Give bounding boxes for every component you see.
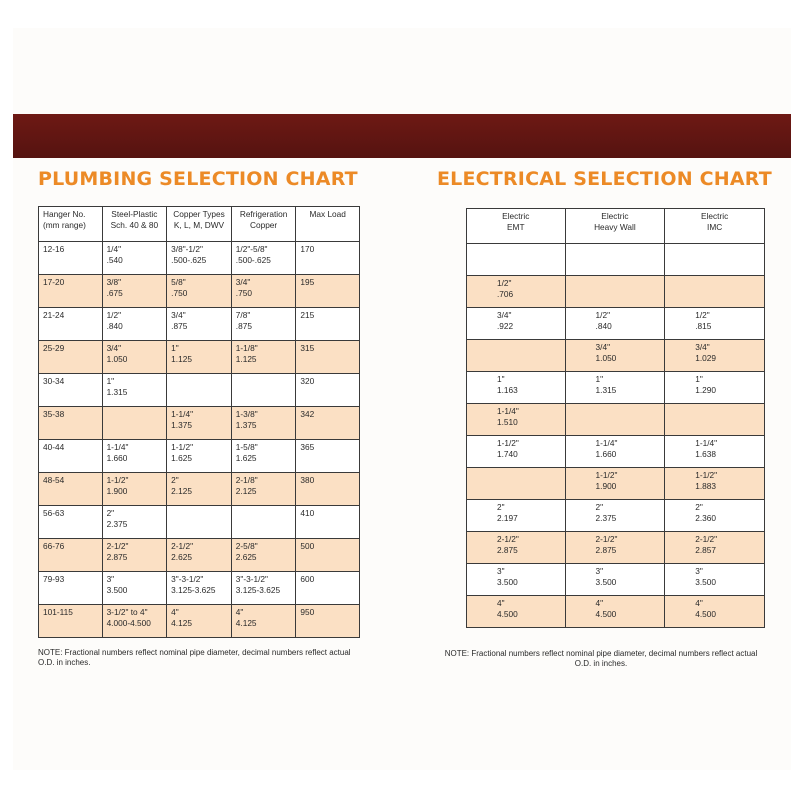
table-cell bbox=[296, 341, 360, 374]
table-cell bbox=[467, 468, 566, 500]
cell-primary-value: 1-1/2" bbox=[695, 470, 718, 480]
cell-primary-value: 3/4" bbox=[497, 310, 512, 320]
cell-secondary-value: 1.660 bbox=[595, 449, 617, 459]
cell-primary-value: 3/8"-1/2" bbox=[171, 244, 203, 254]
cell-primary-value: 2-1/8" bbox=[235, 475, 258, 485]
cell-primary-value: 25-29 bbox=[43, 343, 65, 353]
table-row bbox=[467, 436, 765, 468]
table-cell bbox=[565, 340, 665, 372]
cell-secondary-value: 1.125 bbox=[171, 354, 192, 364]
header-line: IMC bbox=[707, 222, 723, 232]
cell-secondary-value: 1.510 bbox=[497, 417, 518, 427]
table-row bbox=[39, 275, 360, 308]
plumbing-column-header bbox=[296, 207, 360, 242]
header-line: (mm range) bbox=[43, 220, 86, 230]
cell-primary-value: 1-1/4" bbox=[595, 438, 618, 448]
cell-primary-value: 56-63 bbox=[43, 508, 65, 518]
table-cell bbox=[102, 341, 167, 374]
cell-secondary-value: 1.375 bbox=[235, 420, 257, 430]
cell-primary-value: 3/4" bbox=[106, 343, 122, 353]
cell-primary-value: 101-115 bbox=[43, 607, 73, 617]
cell-secondary-value: .840 bbox=[595, 321, 612, 331]
cell-secondary-value: 1.315 bbox=[106, 387, 128, 397]
cell-primary-value: 3"-3-1/2" bbox=[235, 574, 268, 584]
table-cell bbox=[39, 341, 103, 374]
table-cell bbox=[39, 506, 103, 539]
header-banner bbox=[13, 114, 791, 158]
cell-primary-value: 1-1/2" bbox=[106, 475, 129, 485]
cell-secondary-value: 1.315 bbox=[595, 385, 617, 395]
cell-secondary-value: .706 bbox=[497, 289, 514, 299]
table-cell bbox=[665, 404, 765, 436]
table-row bbox=[467, 244, 765, 276]
table-cell bbox=[39, 308, 103, 341]
cell-primary-value: 1/2"-5/8" bbox=[235, 244, 268, 254]
table-cell bbox=[467, 564, 566, 596]
table-row bbox=[467, 500, 765, 532]
table-cell bbox=[565, 308, 665, 340]
cell-primary-value: 12-16 bbox=[43, 244, 65, 254]
table-cell bbox=[565, 244, 665, 276]
cell-primary-value: 3"-3-1/2" bbox=[171, 574, 204, 584]
table-cell bbox=[467, 308, 566, 340]
cell-secondary-value: 3.500 bbox=[497, 577, 518, 587]
cell-primary-value: 2" bbox=[695, 502, 703, 512]
cell-secondary-value: 1.625 bbox=[235, 453, 257, 463]
cell-secondary-value: 1.290 bbox=[695, 385, 717, 395]
table-row bbox=[39, 473, 360, 506]
cell-secondary-value: .875 bbox=[171, 321, 188, 331]
cell-secondary-value: 1.125 bbox=[235, 354, 257, 364]
cell-secondary-value: 4.500 bbox=[595, 609, 617, 619]
cell-secondary-value: 3.500 bbox=[106, 585, 128, 595]
table-row bbox=[39, 242, 360, 275]
cell-primary-value: 1-1/4" bbox=[106, 442, 129, 452]
table-cell bbox=[296, 506, 360, 539]
cell-secondary-value: 2.625 bbox=[235, 552, 257, 562]
cell-primary-value: 342 bbox=[300, 409, 315, 419]
table-cell bbox=[231, 242, 296, 275]
cell-primary-value: 1-1/8" bbox=[235, 343, 258, 353]
cell-secondary-value: .500-.625 bbox=[235, 255, 271, 265]
cell-primary-value: 48-54 bbox=[43, 475, 65, 485]
cell-primary-value: 1/2" bbox=[595, 310, 611, 320]
plumbing-chart-title: PLUMBING SELECTION CHART bbox=[38, 168, 358, 190]
table-row bbox=[467, 596, 765, 628]
cell-secondary-value: .750 bbox=[171, 288, 188, 298]
table-cell bbox=[231, 407, 296, 440]
cell-primary-value: 17-20 bbox=[43, 277, 65, 287]
table-row bbox=[467, 564, 765, 596]
cell-primary-value: 380 bbox=[300, 475, 315, 485]
electrical-chart-title: ELECTRICAL SELECTION CHART bbox=[437, 168, 772, 190]
electrical-note: NOTE: Fractional numbers reflect nominal pipe diameter, decimal numbers reflect actual O.D. in inches. bbox=[444, 649, 758, 668]
header-line: Electric bbox=[701, 211, 729, 221]
cell-primary-value: 500 bbox=[300, 541, 315, 551]
table-cell bbox=[231, 572, 296, 605]
electrical-column-header bbox=[467, 209, 566, 244]
cell-primary-value: 1/2" bbox=[106, 310, 122, 320]
cell-secondary-value: 2.875 bbox=[497, 545, 518, 555]
table-cell bbox=[296, 473, 360, 506]
cell-secondary-value: 2.857 bbox=[695, 545, 717, 555]
cell-primary-value: 30-34 bbox=[43, 376, 65, 386]
cell-primary-value: 1-1/4" bbox=[695, 438, 718, 448]
cell-primary-value: 4" bbox=[235, 607, 244, 617]
table-cell bbox=[296, 407, 360, 440]
table-cell bbox=[102, 572, 167, 605]
cell-primary-value: 7/8" bbox=[235, 310, 251, 320]
cell-primary-value: 40-44 bbox=[43, 442, 65, 452]
cell-primary-value: 1-1/2" bbox=[497, 438, 519, 448]
cell-secondary-value: 1.900 bbox=[595, 481, 617, 491]
header-line: Sch. 40 & 80 bbox=[110, 220, 159, 230]
table-cell bbox=[565, 532, 665, 564]
table-cell bbox=[167, 440, 232, 473]
cell-primary-value: 1-1/4" bbox=[171, 409, 194, 419]
table-cell bbox=[665, 564, 765, 596]
electrical-table-body bbox=[467, 244, 765, 628]
cell-secondary-value: 2.375 bbox=[595, 513, 617, 523]
table-cell bbox=[467, 404, 566, 436]
table-cell bbox=[39, 605, 103, 638]
header-line: K, L, M, DWV bbox=[173, 220, 225, 230]
cell-primary-value: 3/4" bbox=[235, 277, 251, 287]
cell-secondary-value: 1.050 bbox=[106, 354, 128, 364]
table-cell bbox=[231, 506, 296, 539]
table-cell bbox=[665, 244, 765, 276]
table-cell bbox=[102, 275, 167, 308]
cell-secondary-value: .840 bbox=[106, 321, 123, 331]
cell-primary-value: 2" bbox=[497, 502, 505, 512]
table-cell bbox=[467, 340, 566, 372]
table-cell bbox=[296, 572, 360, 605]
table-row bbox=[467, 532, 765, 564]
header-line: Copper Types bbox=[173, 209, 225, 219]
table-cell bbox=[467, 436, 566, 468]
cell-primary-value: 2-1/2" bbox=[497, 534, 519, 544]
table-cell bbox=[231, 374, 296, 407]
table-cell bbox=[565, 468, 665, 500]
table-cell bbox=[167, 374, 232, 407]
cell-primary-value: 195 bbox=[300, 277, 315, 287]
cell-secondary-value: 2.360 bbox=[695, 513, 717, 523]
cell-primary-value: 4" bbox=[595, 598, 604, 608]
header-line: Refrigeration bbox=[239, 209, 288, 219]
cell-secondary-value: 2.875 bbox=[106, 552, 128, 562]
table-cell bbox=[296, 242, 360, 275]
table-cell bbox=[167, 275, 232, 308]
table-cell bbox=[39, 473, 103, 506]
cell-primary-value: 3" bbox=[497, 566, 505, 576]
cell-primary-value: 3" bbox=[106, 574, 115, 584]
cell-secondary-value: 1.883 bbox=[695, 481, 717, 491]
cell-secondary-value: 1.163 bbox=[497, 385, 518, 395]
table-row bbox=[467, 372, 765, 404]
header-line: Heavy Wall bbox=[594, 222, 636, 232]
cell-secondary-value: 1.740 bbox=[497, 449, 518, 459]
table-row bbox=[39, 308, 360, 341]
cell-primary-value: 3" bbox=[595, 566, 604, 576]
cell-primary-value: 3-1/2" to 4" bbox=[106, 607, 148, 617]
table-cell bbox=[565, 564, 665, 596]
cell-primary-value: 1-1/2" bbox=[171, 442, 194, 452]
cell-primary-value: 1-1/2" bbox=[595, 470, 618, 480]
cell-primary-value: 1/4" bbox=[106, 244, 122, 254]
table-cell bbox=[167, 572, 232, 605]
table-row bbox=[39, 539, 360, 572]
table-row bbox=[39, 506, 360, 539]
plumbing-column-header bbox=[39, 207, 103, 242]
header-line: Electric bbox=[502, 211, 530, 221]
cell-primary-value: 410 bbox=[300, 508, 315, 518]
cell-primary-value: 950 bbox=[300, 607, 315, 617]
plumbing-column-header bbox=[102, 207, 167, 242]
table-cell bbox=[665, 436, 765, 468]
cell-secondary-value: .922 bbox=[497, 321, 514, 331]
table-cell bbox=[39, 539, 103, 572]
cell-primary-value: 4" bbox=[695, 598, 703, 608]
table-cell bbox=[167, 605, 232, 638]
table-row bbox=[39, 407, 360, 440]
table-row bbox=[467, 468, 765, 500]
table-cell bbox=[39, 407, 103, 440]
table-cell bbox=[231, 605, 296, 638]
table-cell bbox=[665, 500, 765, 532]
table-cell bbox=[467, 276, 566, 308]
table-cell bbox=[102, 473, 167, 506]
cell-primary-value: 1" bbox=[171, 343, 179, 353]
table-cell bbox=[231, 308, 296, 341]
cell-secondary-value: 4.125 bbox=[235, 618, 257, 628]
table-cell bbox=[167, 473, 232, 506]
cell-primary-value: 2-5/8" bbox=[235, 541, 258, 551]
table-cell bbox=[39, 374, 103, 407]
header-line: Hanger No. bbox=[43, 209, 86, 219]
table-cell bbox=[467, 532, 566, 564]
cell-primary-value: 3/8" bbox=[106, 277, 122, 287]
cell-secondary-value: 3.125-3.625 bbox=[235, 585, 281, 595]
header-line: Electric bbox=[601, 211, 629, 221]
cell-secondary-value: 3.500 bbox=[695, 577, 717, 587]
table-cell bbox=[231, 539, 296, 572]
table-cell bbox=[665, 308, 765, 340]
table-cell bbox=[102, 539, 167, 572]
cell-secondary-value: 1.050 bbox=[595, 353, 617, 363]
cell-secondary-value: 1.625 bbox=[171, 453, 192, 463]
cell-primary-value: 5/8" bbox=[171, 277, 186, 287]
cell-primary-value: 2" bbox=[171, 475, 179, 485]
cell-primary-value: 2-1/2" bbox=[106, 541, 129, 551]
table-cell bbox=[565, 500, 665, 532]
table-cell bbox=[167, 242, 232, 275]
table-cell bbox=[665, 596, 765, 628]
header-line: EMT bbox=[507, 222, 525, 232]
cell-secondary-value: .500-.625 bbox=[171, 255, 207, 265]
table-row bbox=[39, 605, 360, 638]
table-cell bbox=[231, 341, 296, 374]
cell-primary-value: 1" bbox=[595, 374, 604, 384]
table-cell bbox=[296, 374, 360, 407]
cell-primary-value: 35-38 bbox=[43, 409, 65, 419]
table-row bbox=[39, 440, 360, 473]
cell-primary-value: 1" bbox=[695, 374, 703, 384]
table-cell bbox=[467, 500, 566, 532]
table-row bbox=[39, 572, 360, 605]
table-cell bbox=[565, 276, 665, 308]
table-cell bbox=[39, 572, 103, 605]
cell-primary-value: 3/4" bbox=[595, 342, 611, 352]
cell-secondary-value: 2.125 bbox=[171, 486, 192, 496]
table-cell bbox=[231, 473, 296, 506]
table-cell bbox=[231, 275, 296, 308]
cell-secondary-value: 1.375 bbox=[171, 420, 192, 430]
table-cell bbox=[665, 372, 765, 404]
header-line: Steel-Plastic bbox=[111, 209, 158, 219]
cell-primary-value: 79-93 bbox=[43, 574, 65, 584]
cell-secondary-value: 2.125 bbox=[235, 486, 257, 496]
cell-secondary-value: 2.375 bbox=[106, 519, 128, 529]
cell-primary-value: 600 bbox=[300, 574, 315, 584]
cell-primary-value: 215 bbox=[300, 310, 315, 320]
table-cell bbox=[167, 539, 232, 572]
plumbing-selection-table bbox=[38, 206, 360, 638]
plumbing-column-header bbox=[231, 207, 296, 242]
table-cell bbox=[565, 596, 665, 628]
table-cell bbox=[665, 276, 765, 308]
table-cell bbox=[167, 341, 232, 374]
table-cell bbox=[296, 605, 360, 638]
table-cell bbox=[467, 244, 566, 276]
table-cell bbox=[665, 468, 765, 500]
table-row bbox=[467, 276, 765, 308]
plumbing-column-header bbox=[167, 207, 232, 242]
table-cell bbox=[565, 372, 665, 404]
table-row bbox=[39, 341, 360, 374]
table-cell bbox=[102, 506, 167, 539]
cell-primary-value: 1/2" bbox=[497, 278, 512, 288]
table-row bbox=[467, 340, 765, 372]
table-row bbox=[39, 374, 360, 407]
cell-secondary-value: .675 bbox=[106, 288, 123, 298]
cell-primary-value: 1-3/8" bbox=[235, 409, 258, 419]
cell-secondary-value: 1.029 bbox=[695, 353, 717, 363]
cell-primary-value: 2-1/2" bbox=[695, 534, 718, 544]
table-cell bbox=[102, 242, 167, 275]
cell-primary-value: 1" bbox=[497, 374, 505, 384]
table-cell bbox=[39, 242, 103, 275]
table-cell bbox=[565, 404, 665, 436]
cell-primary-value: 66-76 bbox=[43, 541, 65, 551]
table-cell bbox=[39, 275, 103, 308]
cell-secondary-value: .815 bbox=[695, 321, 712, 331]
cell-secondary-value: 4.500 bbox=[695, 609, 717, 619]
cell-secondary-value: .750 bbox=[235, 288, 252, 298]
cell-primary-value: 3" bbox=[695, 566, 703, 576]
cell-secondary-value: 4.125 bbox=[171, 618, 192, 628]
cell-primary-value: 4" bbox=[497, 598, 505, 608]
cell-secondary-value: 2.625 bbox=[171, 552, 192, 562]
cell-primary-value: 2-1/2" bbox=[171, 541, 194, 551]
table-cell bbox=[167, 506, 232, 539]
electrical-header-row bbox=[467, 209, 765, 244]
cell-primary-value: 3/4" bbox=[171, 310, 186, 320]
table-cell bbox=[102, 308, 167, 341]
cell-secondary-value: .540 bbox=[106, 255, 123, 265]
table-cell bbox=[102, 407, 167, 440]
electrical-column-header bbox=[565, 209, 665, 244]
cell-primary-value: 1/2" bbox=[695, 310, 710, 320]
cell-primary-value: 3/4" bbox=[695, 342, 710, 352]
table-cell bbox=[102, 440, 167, 473]
table-cell bbox=[231, 440, 296, 473]
table-cell bbox=[102, 374, 167, 407]
plumbing-header-row bbox=[39, 207, 360, 242]
header-line: Copper bbox=[249, 220, 278, 230]
cell-primary-value: 4" bbox=[171, 607, 179, 617]
plumbing-note: NOTE: Fractional numbers reflect nominal pipe diameter, decimal numbers reflect actual O.D. in inches. bbox=[38, 648, 351, 667]
cell-primary-value: 21-24 bbox=[43, 310, 65, 320]
cell-secondary-value: 2.875 bbox=[595, 545, 617, 555]
plumbing-table-body bbox=[39, 242, 360, 638]
cell-primary-value: 2-1/2" bbox=[595, 534, 618, 544]
table-cell bbox=[102, 605, 167, 638]
cell-primary-value: 170 bbox=[300, 244, 315, 254]
cell-secondary-value: 2.197 bbox=[497, 513, 518, 523]
table-cell bbox=[39, 440, 103, 473]
table-cell bbox=[565, 436, 665, 468]
cell-secondary-value: .875 bbox=[235, 321, 252, 331]
cell-primary-value: 2" bbox=[106, 508, 115, 518]
table-cell bbox=[665, 532, 765, 564]
table-cell bbox=[665, 340, 765, 372]
table-cell bbox=[296, 275, 360, 308]
cell-primary-value: 320 bbox=[300, 376, 315, 386]
table-cell bbox=[467, 372, 566, 404]
cell-secondary-value: 3.500 bbox=[595, 577, 617, 587]
cell-secondary-value: 4.500 bbox=[497, 609, 518, 619]
header-line: Max Load bbox=[309, 209, 346, 219]
table-cell bbox=[296, 440, 360, 473]
cell-secondary-value: 4.000-4.500 bbox=[106, 618, 151, 628]
table-cell bbox=[467, 596, 566, 628]
electrical-column-header bbox=[665, 209, 765, 244]
cell-secondary-value: 1.900 bbox=[106, 486, 128, 496]
table-cell bbox=[167, 407, 232, 440]
table-row bbox=[467, 308, 765, 340]
cell-primary-value: 2" bbox=[595, 502, 604, 512]
table-cell bbox=[296, 308, 360, 341]
cell-primary-value: 1-1/4" bbox=[497, 406, 519, 416]
electrical-selection-table bbox=[466, 208, 765, 628]
cell-primary-value: 1-5/8" bbox=[235, 442, 258, 452]
cell-secondary-value: 3.125-3.625 bbox=[171, 585, 216, 595]
table-row bbox=[467, 404, 765, 436]
cell-primary-value: 315 bbox=[300, 343, 315, 353]
table-cell bbox=[167, 308, 232, 341]
table-cell bbox=[296, 539, 360, 572]
cell-primary-value: 365 bbox=[300, 442, 315, 452]
cell-secondary-value: 1.638 bbox=[695, 449, 717, 459]
cell-secondary-value: 1.660 bbox=[106, 453, 128, 463]
cell-primary-value: 1" bbox=[106, 376, 115, 386]
